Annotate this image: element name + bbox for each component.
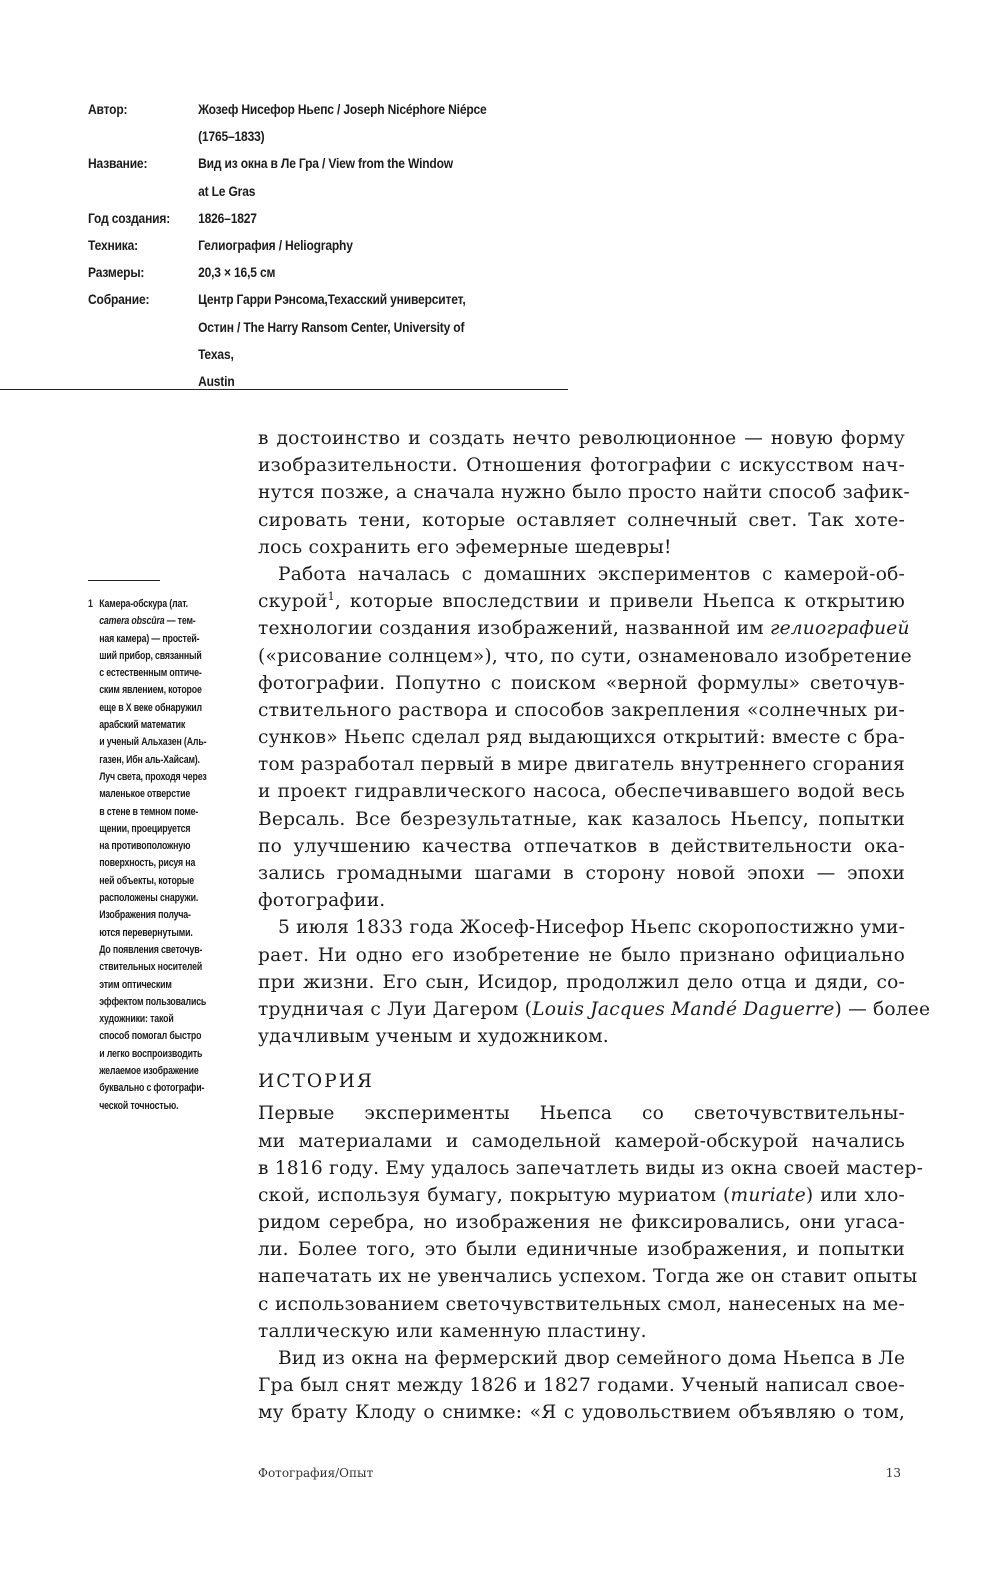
text-line: изобразительности. Отношения фотографии с искусством нач- — [258, 455, 905, 477]
text-line: рает. Ни одно его изобретение не было признано официально — [258, 944, 905, 966]
footnote-line: эффектом пользовались — [99, 995, 207, 1008]
footnote-line: арабский математик — [99, 719, 186, 732]
text-line: Версаль. Все безрезультатные, как казалось Ньепсу, попытки — [258, 808, 905, 830]
text-line: по улучшению качества отпечатков в действительности ока- — [258, 835, 905, 857]
italic-term: muriate — [730, 1184, 806, 1206]
footnote-line: на противоположную — [99, 840, 191, 853]
meta-collection — [88, 286, 501, 395]
footnote-line: художники: такой — [99, 1013, 174, 1026]
meta-title — [88, 150, 501, 204]
text-fragment: трудничая с Луи Дагером ( — [258, 998, 533, 1020]
text-line: в достоинство и создать нечто революционное — новую форму — [258, 428, 905, 449]
text-line: Гра был снят между 1826 и 1827 годами. Ученый написал свое- — [258, 1375, 905, 1397]
paragraph — [258, 1345, 905, 1427]
footnote-line: ная камера) — простей- — [99, 632, 200, 645]
text-fragment: ) — более — [834, 998, 931, 1020]
meta-size-label: Размеры: — [88, 264, 145, 281]
text-fragment: , которые впоследствии и привели Ньепса к открытию — [334, 591, 905, 613]
meta-year-value: 1826–1827 — [198, 209, 257, 226]
paragraph — [258, 914, 931, 1050]
footnote-line: в стене в темном поме- — [99, 805, 199, 818]
footnote-line: Изображения получа- — [99, 909, 191, 922]
text-line: фотографии. — [258, 890, 386, 912]
footnote-line: ским явлением, которое — [99, 684, 202, 697]
text-line: том разработал первый в мире двигатель внутреннего сгорания — [258, 754, 905, 776]
metadata-divider — [0, 389, 568, 390]
meta-collection-line1: Центр Гарри Рэнсома,Техасский университет, — [198, 291, 466, 308]
text-line: нутся позже, а сначала нужно было просто найти способ зафик- — [258, 482, 910, 504]
text-line: Первые эксперименты Ньепса со светочувствительны- — [258, 1103, 905, 1125]
meta-title-line2: at Le Gras — [198, 182, 256, 199]
meta-technique-label: Техника: — [88, 237, 139, 254]
text-fragment: ской, используя бумагу, покрытую муриатом ( — [258, 1184, 731, 1206]
footnote-line: ствительных носителей — [99, 961, 203, 974]
footnote-line: Луч света, проходя через — [99, 770, 207, 783]
footnote-line: и ученый Альхазен (Аль- — [99, 736, 207, 749]
running-footer: Фотография/Опыт — [258, 1466, 374, 1480]
meta-title-label: Название: — [88, 155, 148, 172]
page-number: 13 — [885, 1466, 901, 1480]
meta-year — [88, 205, 501, 232]
footnote-line: и легко воспроизводить — [99, 1047, 203, 1060]
meta-author — [88, 96, 501, 150]
meta-size — [88, 259, 501, 286]
text-line: сировать тени, которые оставляет солнечный свет. Так хоте- — [258, 509, 905, 531]
footnote-line: щении, проецируется — [99, 822, 191, 835]
meta-author-line2: (1765–1833) — [198, 128, 265, 145]
text-fragment: скурой — [258, 591, 328, 613]
footnote-line: Камера-обскура (лат. — [99, 598, 188, 610]
footnote-number: 1 — [88, 598, 93, 610]
text-line: с использованием светочувствительных смол, нанесеных на ме- — [258, 1293, 905, 1315]
footnote-line: ческой точностью. — [99, 1099, 179, 1112]
body-text — [258, 425, 931, 1427]
footnote-line: маленькое отверстие — [99, 788, 191, 801]
footnote-line: ней объекты, которые — [99, 874, 194, 887]
footnote-line: способ помогал быстро — [99, 1030, 202, 1043]
footnote-line: — тем- — [164, 615, 196, 628]
text-line: му брату Клоду о снимке: «Я с удовольствием объявляю о том, — [258, 1402, 905, 1424]
text-line: при жизни. Его сын, Исидор, продолжил дело отца и дяди, со- — [258, 971, 905, 993]
text-line: сунков» Ньепс сделал ряд выдающихся открытий: вместе с бра- — [258, 727, 905, 749]
meta-collection-line3: Austin — [198, 373, 235, 390]
text-line — [258, 615, 910, 642]
text-line: зались громадными шагами в сторону новой эпохи — эпохи — [258, 863, 905, 884]
text-line — [258, 1182, 905, 1209]
footnote-line: поверхность, рисуя на — [99, 857, 196, 870]
text-line: ридом серебра, но изображения не фиксировались, они угаса- — [258, 1212, 905, 1234]
italic-name: Louis Jacques Mandé Daguerre — [532, 998, 835, 1020]
meta-size-value: 20,3 × 16,5 см — [198, 264, 276, 281]
footnote-line: расположены снаружи. — [99, 892, 199, 905]
footnote-line: еще в X веке обнаружил — [99, 701, 202, 714]
text-fragment: ) или хло- — [805, 1184, 906, 1206]
footnote-line: желаемое изображение — [99, 1065, 199, 1078]
text-line: удачливым ученым и художником. — [258, 1026, 609, 1048]
footnote-line: До появления светочув- — [99, 943, 203, 956]
footnote-text — [99, 596, 248, 1115]
text-line: 5 июля 1833 года Жосеф-Нисефор Ньепс скоропостижно уми- — [278, 917, 906, 939]
footnote — [88, 596, 248, 1115]
meta-technique-value: Гелиография / Heliography — [198, 237, 353, 254]
meta-collection-label: Собрание: — [88, 291, 150, 308]
footnote-divider — [88, 580, 160, 581]
text-line: и проект гидравлического насоса, обеспечивавшего водой весь — [258, 781, 905, 803]
text-line: («рисование солнцем»), что, по сути, ознаменовало изобретение — [258, 645, 912, 667]
section-heading: ИСТОРИЯ — [258, 1071, 374, 1093]
text-line — [258, 996, 931, 1023]
text-line: Вид из окна на фермерский двор семейного дома Ньепса в Ле — [278, 1348, 906, 1369]
text-line: Работа началась с домашних экспериментов с камерой-об- — [278, 563, 905, 585]
italic-term: гелиографией — [769, 618, 910, 640]
meta-year-label: Год создания: — [88, 209, 171, 226]
footnote-line: ший прибор, связанный — [99, 649, 202, 662]
text-line: ли. Более того, это были единичные изображения, и попытки — [258, 1239, 905, 1261]
text-line: таллическую или каменную пластину. — [258, 1320, 647, 1342]
footnote-line: с естественным оптиче- — [99, 667, 202, 680]
text-fragment: технологии создания изображений, названной им — [258, 618, 770, 640]
footnote-reference[interactable]: 1 — [327, 589, 335, 603]
text-line: фотографии. Попутно с поиском «верной формулы» светочув- — [258, 672, 905, 694]
meta-technique — [88, 232, 501, 259]
text-line: лось сохранить его эфемерные шедевры! — [258, 536, 672, 558]
footnote-latin-term: camera obscūra — [99, 615, 165, 628]
meta-author-line1: Жозеф Нисефор Ньепс / Joseph Nicéphore Niépce — [198, 101, 487, 117]
artwork-metadata — [88, 96, 501, 395]
text-line: ми материалами и самодельной камерой-обскурой начались — [258, 1130, 905, 1152]
meta-author-label: Автор: — [88, 101, 128, 117]
footnote-line: буквально с фотографи- — [99, 1082, 205, 1095]
footnote-line: этим оптическим — [99, 978, 172, 991]
text-line: ствительного раствора и способов закрепления «солнечных ри- — [258, 699, 905, 721]
meta-title-line1: Вид из окна в Ле Гра / View from the Window — [198, 155, 453, 172]
footnote-line: газен, Ибн аль-Хайсам). — [99, 753, 200, 766]
paragraph — [258, 1100, 924, 1345]
paragraph — [258, 425, 910, 561]
paragraph — [258, 561, 912, 914]
text-line: в 1816 году. Ему удалось запечатлеть виды из окна своей мастер- — [258, 1157, 924, 1179]
footnote-line: ются перевернутыми. — [99, 926, 193, 939]
text-line: напечатать их не увенчались успехом. Тогда же он ставит опыты — [258, 1266, 918, 1288]
text-line — [258, 588, 905, 615]
meta-collection-line2: Остин / The Harry Ransom Center, University of Texas, — [198, 318, 465, 362]
